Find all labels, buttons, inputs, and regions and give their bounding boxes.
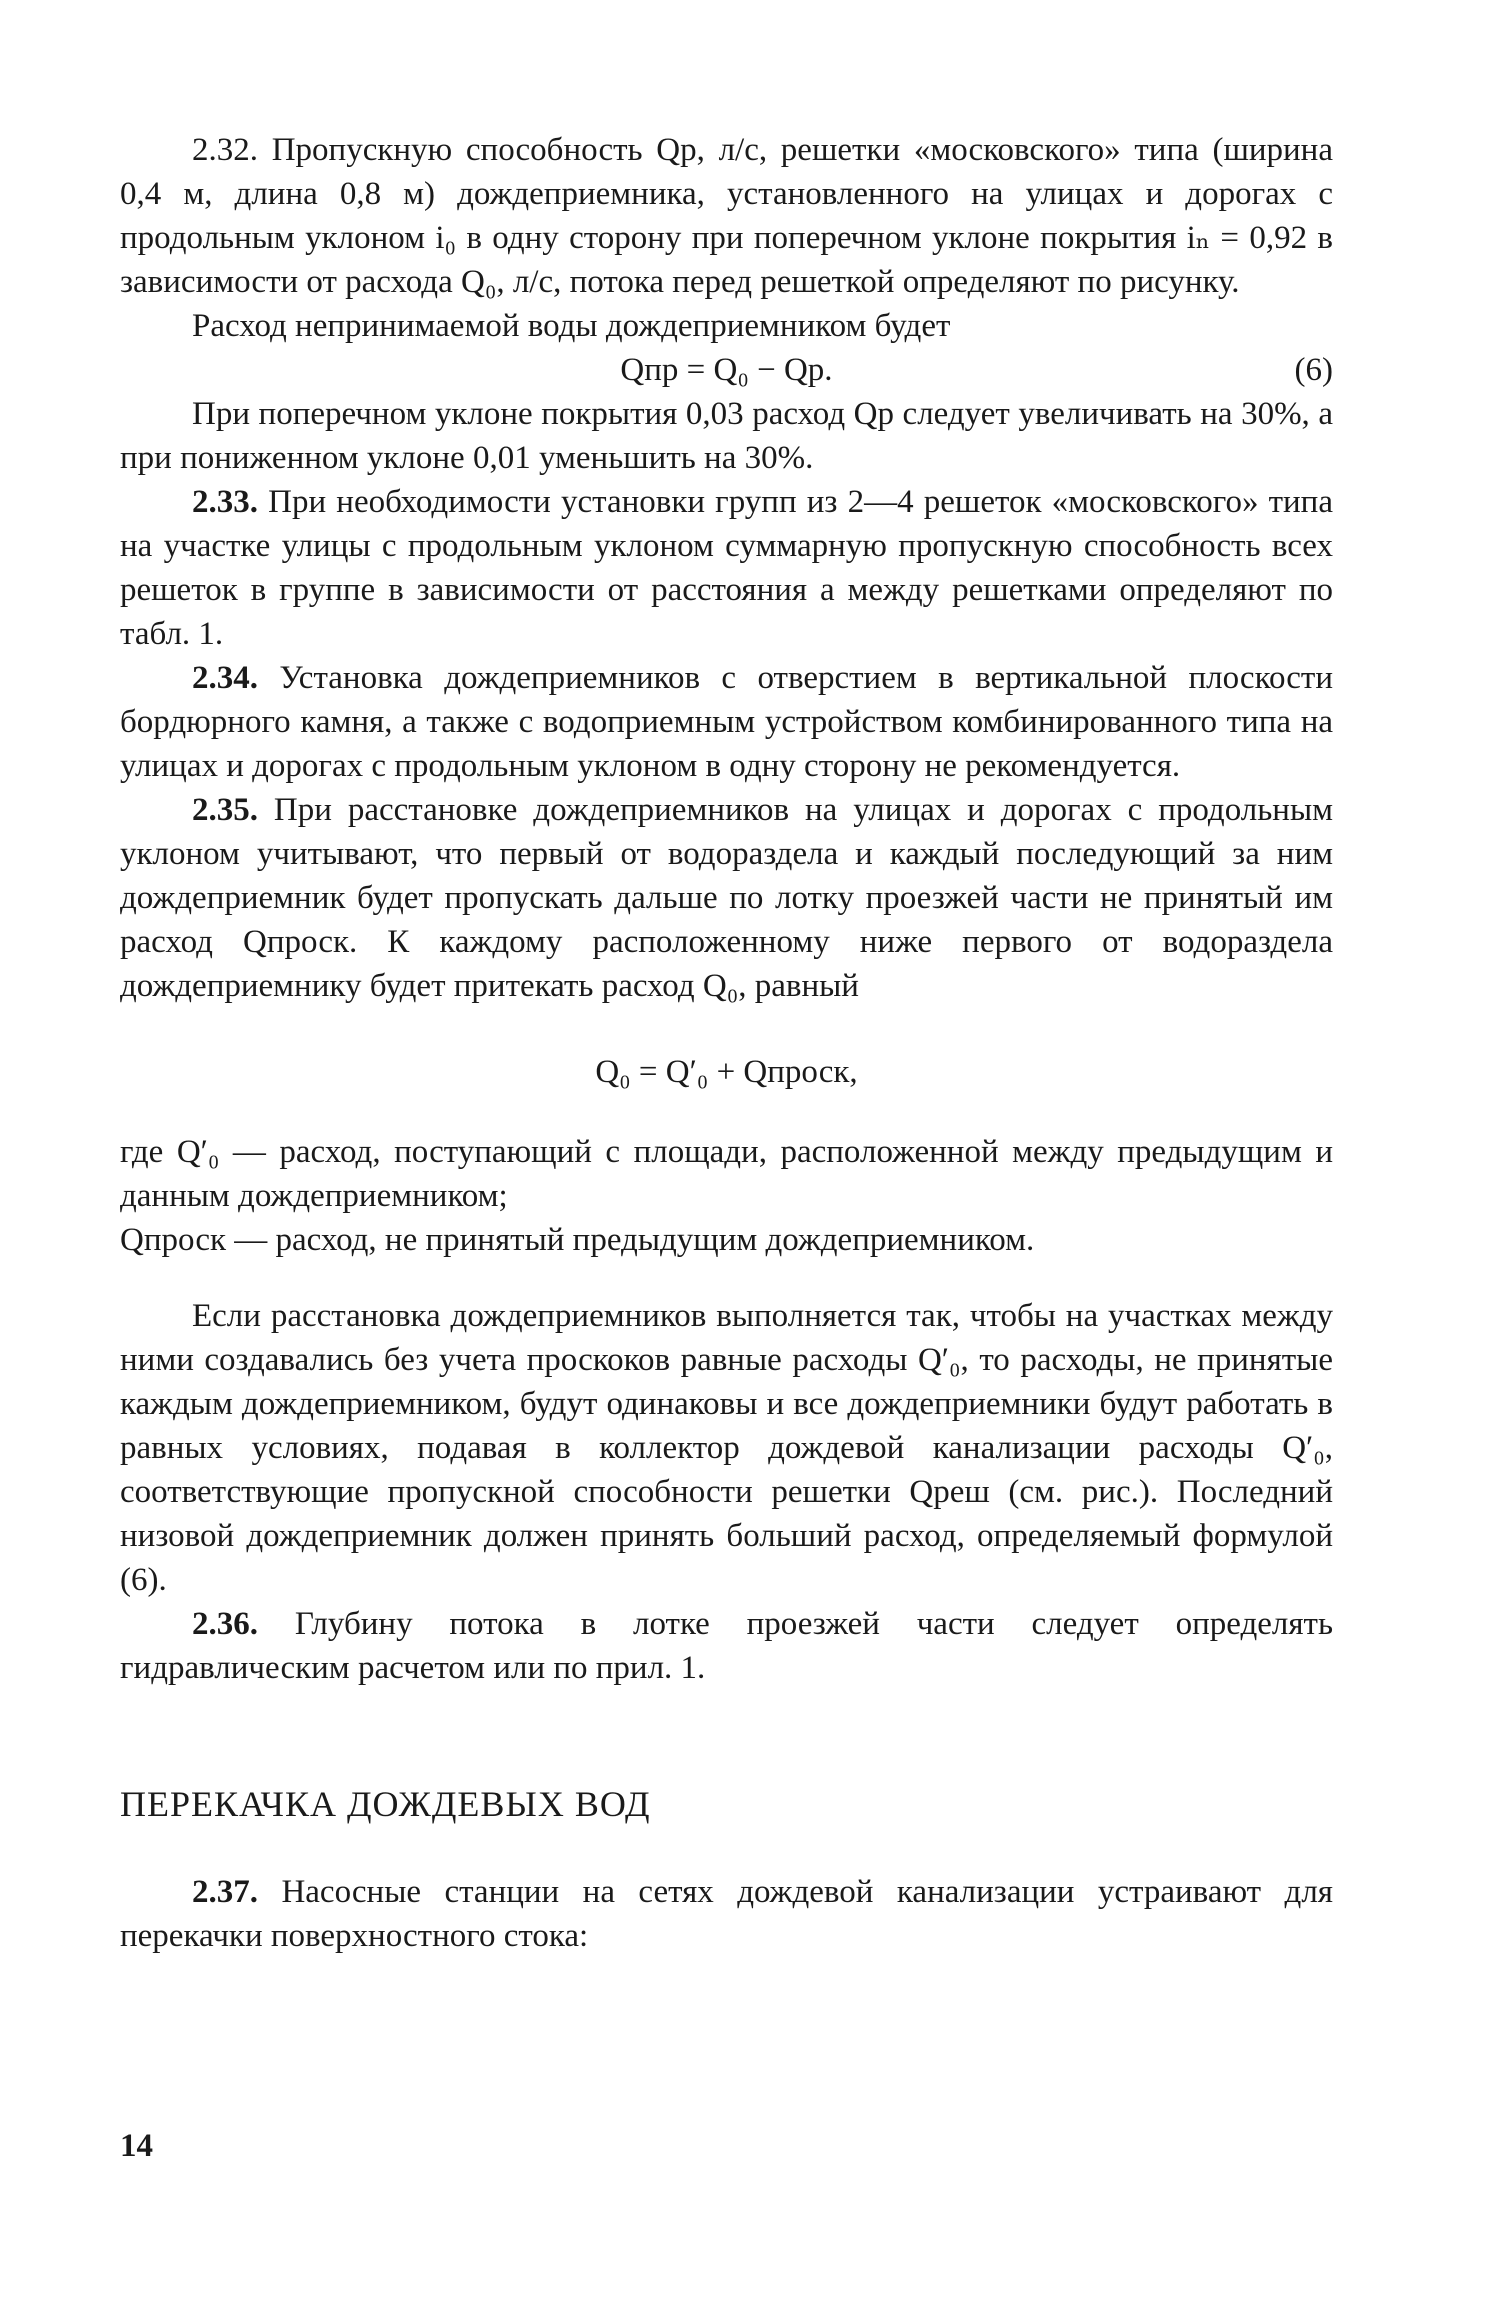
paragraph-2-35 [120, 788, 1333, 1008]
definition-q-prosk: Qпроск — расход, не принятый предыдущим дождеприемником. [120, 1222, 1035, 1258]
paragraph-number: 2.33. [192, 484, 258, 520]
paragraph-number: 2.37. [192, 1874, 258, 1910]
formula-q0 [120, 1028, 1333, 1116]
paragraph-2-32: 2.32. Пропускную способность Qр, л/с, решетки «московского» типа (ширина 0,4 м, длина 0,8 м) дождеприемника, установленного на улицах и дорогах с продольным уклоном i₀ в одну сторону при поперечном уклоне покрытия iₙ = 0,92 в зависимости от расхода Q₀, л/с, потока перед решеткой определяют по рисунку. [120, 132, 1333, 300]
paragraph-2-32-slope: При поперечном уклоне покрытия 0,03 расход Qр следует увеличивать на 30%, а при пониженном уклоне 0,01 уменьшить на 30%. [120, 396, 1333, 476]
formula-6 [120, 348, 1333, 392]
paragraph-2-35-placement: Если расстановка дождеприемников выполняется так, чтобы на участках между ними создавались без учета проскоков равные расходы Q′₀, то расходы, не принятые каждым дождеприемником, будут одинаковы и все дождеприемники будут работать в равных условиях, подавая в коллектор дождевой канализации расходы Q′₀, соответствующие пропускной способности решетки Qреш (см. рис.). Последний низовой дождеприемник должен принять больший расход, определяемый формулой (6). [120, 1298, 1333, 1598]
definition-q0-prime: где Q′₀ — расход, поступающий с площади, расположенной между предыдущим и данным дождеприемником; [120, 1134, 1333, 1214]
section-heading: ПЕРЕКАЧКА ДОЖДЕВЫХ ВОД [120, 1784, 651, 1824]
paragraph-2-32-discharge: Расход непринимаемой воды дождеприемником будет [192, 308, 951, 344]
paragraph-text: Установка дождеприемников с отверстием в вертикальной плоскости бордюрного камня, а также с водоприемным устройством комбинированного типа на улицах и дорогах с продольным уклоном в одну сторону не рекомендуется. [120, 660, 1333, 784]
paragraph-number: 2.35. [192, 792, 258, 828]
formula-6-number: (6) [1294, 352, 1333, 388]
paragraph-number: 2.36. [192, 1606, 258, 1642]
paragraph-2-34 [120, 656, 1333, 788]
document-page [120, 128, 1333, 1958]
paragraph-text: Насосные станции на сетях дождевой канализации устраивают для перекачки поверхностного стока: [120, 1874, 1333, 1954]
paragraph-2-33 [120, 480, 1333, 656]
paragraph-text: При необходимости установки групп из 2—4 решеток «московского» типа на участке улицы с продольным уклоном суммарную пропускную способность всех решеток в группе в зависимости от расстояния a между решетками определяют по табл. 1. [120, 484, 1333, 652]
page-number: 14 [120, 2128, 153, 2164]
paragraph-text: Глубину потока в лотке проезжей части следует определять гидравлическим расчетом или по прил. 1. [120, 1606, 1333, 1686]
formula-q0-expression: Q₀ = Q′₀ + Qпроск, [595, 1054, 858, 1090]
paragraph-2-36 [120, 1602, 1333, 1690]
formula-6-expression: Qпр = Q₀ − Qр. [620, 352, 833, 388]
paragraph-text: При расстановке дождеприемников на улицах и дорогах с продольным уклоном учитывают, что первый от водораздела и каждый последующий за ним дождеприемник будет пропускать дальше по лотку проезжей части не принятый им расход Qпроск. К каждому расположенному ниже первого от водораздела дождеприемнику будет притекать расход Q₀, равный [120, 792, 1333, 1004]
paragraph-number: 2.34. [192, 660, 258, 696]
paragraph-2-37 [120, 1870, 1333, 1958]
